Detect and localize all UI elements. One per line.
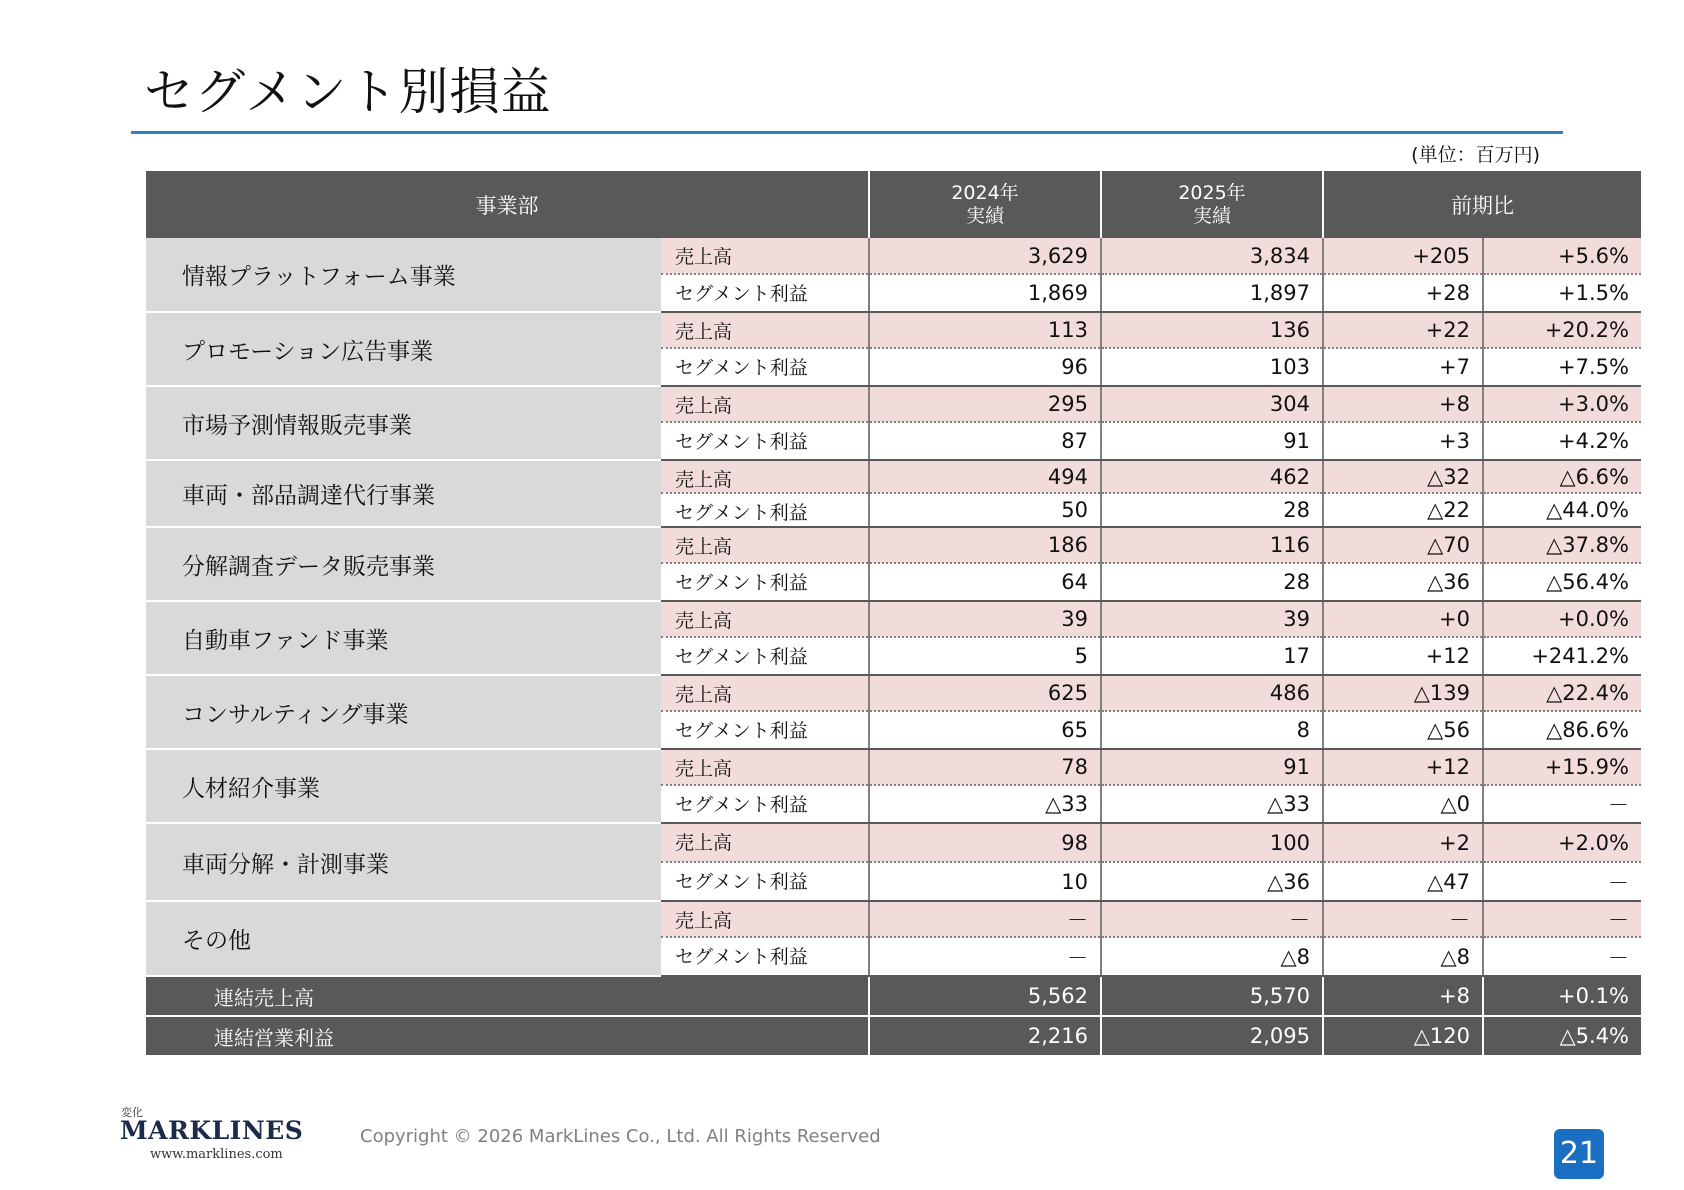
cell-pct: △37.8%	[1483, 527, 1641, 563]
profit-label: セグメント利益	[661, 637, 869, 675]
cell-pct: +7.5%	[1483, 348, 1641, 386]
segment-row-sales	[146, 312, 1641, 348]
cell-y2025: 462	[1101, 460, 1323, 493]
cell-y2025: 8	[1101, 711, 1323, 749]
total-label: 連結営業利益	[146, 1016, 869, 1055]
cell-pct: +5.6%	[1483, 238, 1641, 274]
profit-label: セグメント利益	[661, 493, 869, 527]
cell-y2024: 78	[869, 749, 1101, 785]
total-cell-y2025: 5,570	[1101, 976, 1323, 1016]
cell-y2025: 17	[1101, 637, 1323, 675]
sales-label: 売上高	[661, 675, 869, 711]
cell-diff: +205	[1323, 238, 1483, 274]
segment-row-sales	[146, 460, 1641, 493]
segment-name: コンサルティング事業	[146, 675, 661, 749]
sales-label: 売上高	[661, 823, 869, 862]
total-cell-pct: △5.4%	[1483, 1016, 1641, 1055]
cell-y2024: 3,629	[869, 238, 1101, 274]
logo-tagline: 変化	[121, 1106, 143, 1119]
cell-diff: +0	[1323, 601, 1483, 637]
page-title: セグメント別損益	[144, 63, 552, 121]
segment-row-sales	[146, 601, 1641, 637]
cell-pct: －	[1483, 862, 1641, 901]
cell-y2024: 96	[869, 348, 1101, 386]
cell-diff: △8	[1323, 937, 1483, 976]
unit-note: (単位：百万円)	[1411, 144, 1540, 166]
total-cell-y2024: 2,216	[869, 1016, 1101, 1055]
cell-y2025: 486	[1101, 675, 1323, 711]
cell-y2025: 91	[1101, 749, 1323, 785]
cell-diff: △70	[1323, 527, 1483, 563]
sales-label: 売上高	[661, 527, 869, 563]
total-label: 連結売上高	[146, 976, 869, 1016]
total-cell-diff: △120	[1323, 1016, 1483, 1055]
segment-row-sales	[146, 238, 1641, 274]
profit-label: セグメント利益	[661, 711, 869, 749]
cell-y2025: 28	[1101, 563, 1323, 601]
cell-diff: －	[1323, 901, 1483, 937]
segment-row-sales	[146, 823, 1641, 862]
cell-y2025: △36	[1101, 862, 1323, 901]
sales-label: 売上高	[661, 312, 869, 348]
segment-row-sales	[146, 749, 1641, 785]
segment-table-body	[146, 238, 1641, 1055]
cell-pct: +4.2%	[1483, 422, 1641, 460]
cell-pct: △86.6%	[1483, 711, 1641, 749]
cell-pct: +15.9%	[1483, 749, 1641, 785]
cell-pct: －	[1483, 937, 1641, 976]
cell-diff: +2	[1323, 823, 1483, 862]
cell-diff: +22	[1323, 312, 1483, 348]
cell-diff: +12	[1323, 749, 1483, 785]
cell-diff: △22	[1323, 493, 1483, 527]
segment-name: 市場予測情報販売事業	[146, 386, 661, 460]
cell-pct: △22.4%	[1483, 675, 1641, 711]
cell-y2025: 103	[1101, 348, 1323, 386]
segment-row-sales	[146, 527, 1641, 563]
cell-y2024: 65	[869, 711, 1101, 749]
header-2024-year: 2024年	[951, 181, 1019, 204]
segment-row-sales	[146, 675, 1641, 711]
header-business: 事業部	[146, 171, 869, 238]
segment-name: 人材紹介事業	[146, 749, 661, 823]
cell-diff: △47	[1323, 862, 1483, 901]
cell-pct: △44.0%	[1483, 493, 1641, 527]
profit-label: セグメント利益	[661, 862, 869, 901]
header-2024-label: 実績	[965, 204, 1004, 227]
cell-y2024: 87	[869, 422, 1101, 460]
cell-y2025: △8	[1101, 937, 1323, 976]
profit-label: セグメント利益	[661, 937, 869, 976]
cell-diff: △32	[1323, 460, 1483, 493]
header-2025-label: 実績	[1192, 204, 1231, 227]
header-2025-year: 2025年	[1178, 181, 1246, 204]
segment-name: 分解調査データ販売事業	[146, 527, 661, 601]
cell-y2024: 494	[869, 460, 1101, 493]
title-divider	[131, 131, 1563, 134]
total-row	[146, 976, 1641, 1016]
cell-y2024: 186	[869, 527, 1101, 563]
profit-label: セグメント利益	[661, 274, 869, 312]
page-number: 21	[1554, 1129, 1604, 1179]
cell-y2024: 50	[869, 493, 1101, 527]
total-cell-y2025: 2,095	[1101, 1016, 1323, 1055]
cell-pct: +0.0%	[1483, 601, 1641, 637]
sales-label: 売上高	[661, 749, 869, 785]
segment-name: 自動車ファンド事業	[146, 601, 661, 675]
sales-label: 売上高	[661, 238, 869, 274]
cell-pct: +20.2%	[1483, 312, 1641, 348]
cell-y2024: －	[869, 901, 1101, 937]
cell-y2024: 113	[869, 312, 1101, 348]
header-yoy: 前期比	[1323, 171, 1641, 238]
cell-pct: +1.5%	[1483, 274, 1641, 312]
segment-row-sales	[146, 901, 1641, 937]
cell-y2025: 1,897	[1101, 274, 1323, 312]
cell-y2024: 1,869	[869, 274, 1101, 312]
cell-y2024: 10	[869, 862, 1101, 901]
cell-pct: －	[1483, 901, 1641, 937]
cell-pct: +3.0%	[1483, 386, 1641, 422]
profit-label: セグメント利益	[661, 785, 869, 823]
cell-y2025: 100	[1101, 823, 1323, 862]
cell-y2025: 136	[1101, 312, 1323, 348]
header-2024	[869, 171, 1101, 238]
sales-label: 売上高	[661, 901, 869, 937]
segment-name: 車両・部品調達代行事業	[146, 460, 661, 527]
cell-diff: △56	[1323, 711, 1483, 749]
cell-y2024: 5	[869, 637, 1101, 675]
cell-pct: －	[1483, 785, 1641, 823]
profit-label: セグメント利益	[661, 422, 869, 460]
cell-y2025: 28	[1101, 493, 1323, 527]
logo-url: www.marklines.com	[150, 1147, 283, 1162]
cell-y2025: 39	[1101, 601, 1323, 637]
total-cell-y2024: 5,562	[869, 976, 1101, 1016]
cell-diff: +7	[1323, 348, 1483, 386]
cell-y2025: △33	[1101, 785, 1323, 823]
cell-diff: △139	[1323, 675, 1483, 711]
cell-diff: +8	[1323, 386, 1483, 422]
sales-label: 売上高	[661, 386, 869, 422]
cell-diff: +12	[1323, 637, 1483, 675]
marklines-logo: MARKLINES	[120, 1116, 304, 1145]
cell-diff: +28	[1323, 274, 1483, 312]
cell-diff: +3	[1323, 422, 1483, 460]
cell-diff: △0	[1323, 785, 1483, 823]
cell-pct: +241.2%	[1483, 637, 1641, 675]
total-cell-pct: +0.1%	[1483, 976, 1641, 1016]
cell-y2024: 295	[869, 386, 1101, 422]
total-cell-diff: +8	[1323, 976, 1483, 1016]
cell-y2024: －	[869, 937, 1101, 976]
cell-y2025: 91	[1101, 422, 1323, 460]
cell-y2024: 39	[869, 601, 1101, 637]
profit-label: セグメント利益	[661, 563, 869, 601]
sales-label: 売上高	[661, 460, 869, 493]
segment-name: その他	[146, 901, 661, 976]
cell-pct: +2.0%	[1483, 823, 1641, 862]
cell-y2025: 116	[1101, 527, 1323, 563]
segment-row-sales	[146, 386, 1641, 422]
cell-pct: △6.6%	[1483, 460, 1641, 493]
segment-name: 情報プラットフォーム事業	[146, 238, 661, 312]
total-row	[146, 1016, 1641, 1055]
segment-table	[146, 171, 1641, 1055]
cell-y2024: △33	[869, 785, 1101, 823]
cell-y2024: 625	[869, 675, 1101, 711]
sales-label: 売上高	[661, 601, 869, 637]
segment-name: プロモーション広告事業	[146, 312, 661, 386]
cell-y2024: 64	[869, 563, 1101, 601]
cell-y2025: 3,834	[1101, 238, 1323, 274]
segment-name: 車両分解・計測事業	[146, 823, 661, 901]
cell-diff: △36	[1323, 563, 1483, 601]
cell-y2025: 304	[1101, 386, 1323, 422]
cell-pct: △56.4%	[1483, 563, 1641, 601]
cell-y2024: 98	[869, 823, 1101, 862]
table-header-row	[146, 171, 1641, 238]
header-2025	[1101, 171, 1323, 238]
profit-label: セグメント利益	[661, 348, 869, 386]
copyright-text: Copyright © 2026 MarkLines Co., Ltd. All Rights Reserved	[360, 1126, 881, 1147]
cell-y2025: －	[1101, 901, 1323, 937]
